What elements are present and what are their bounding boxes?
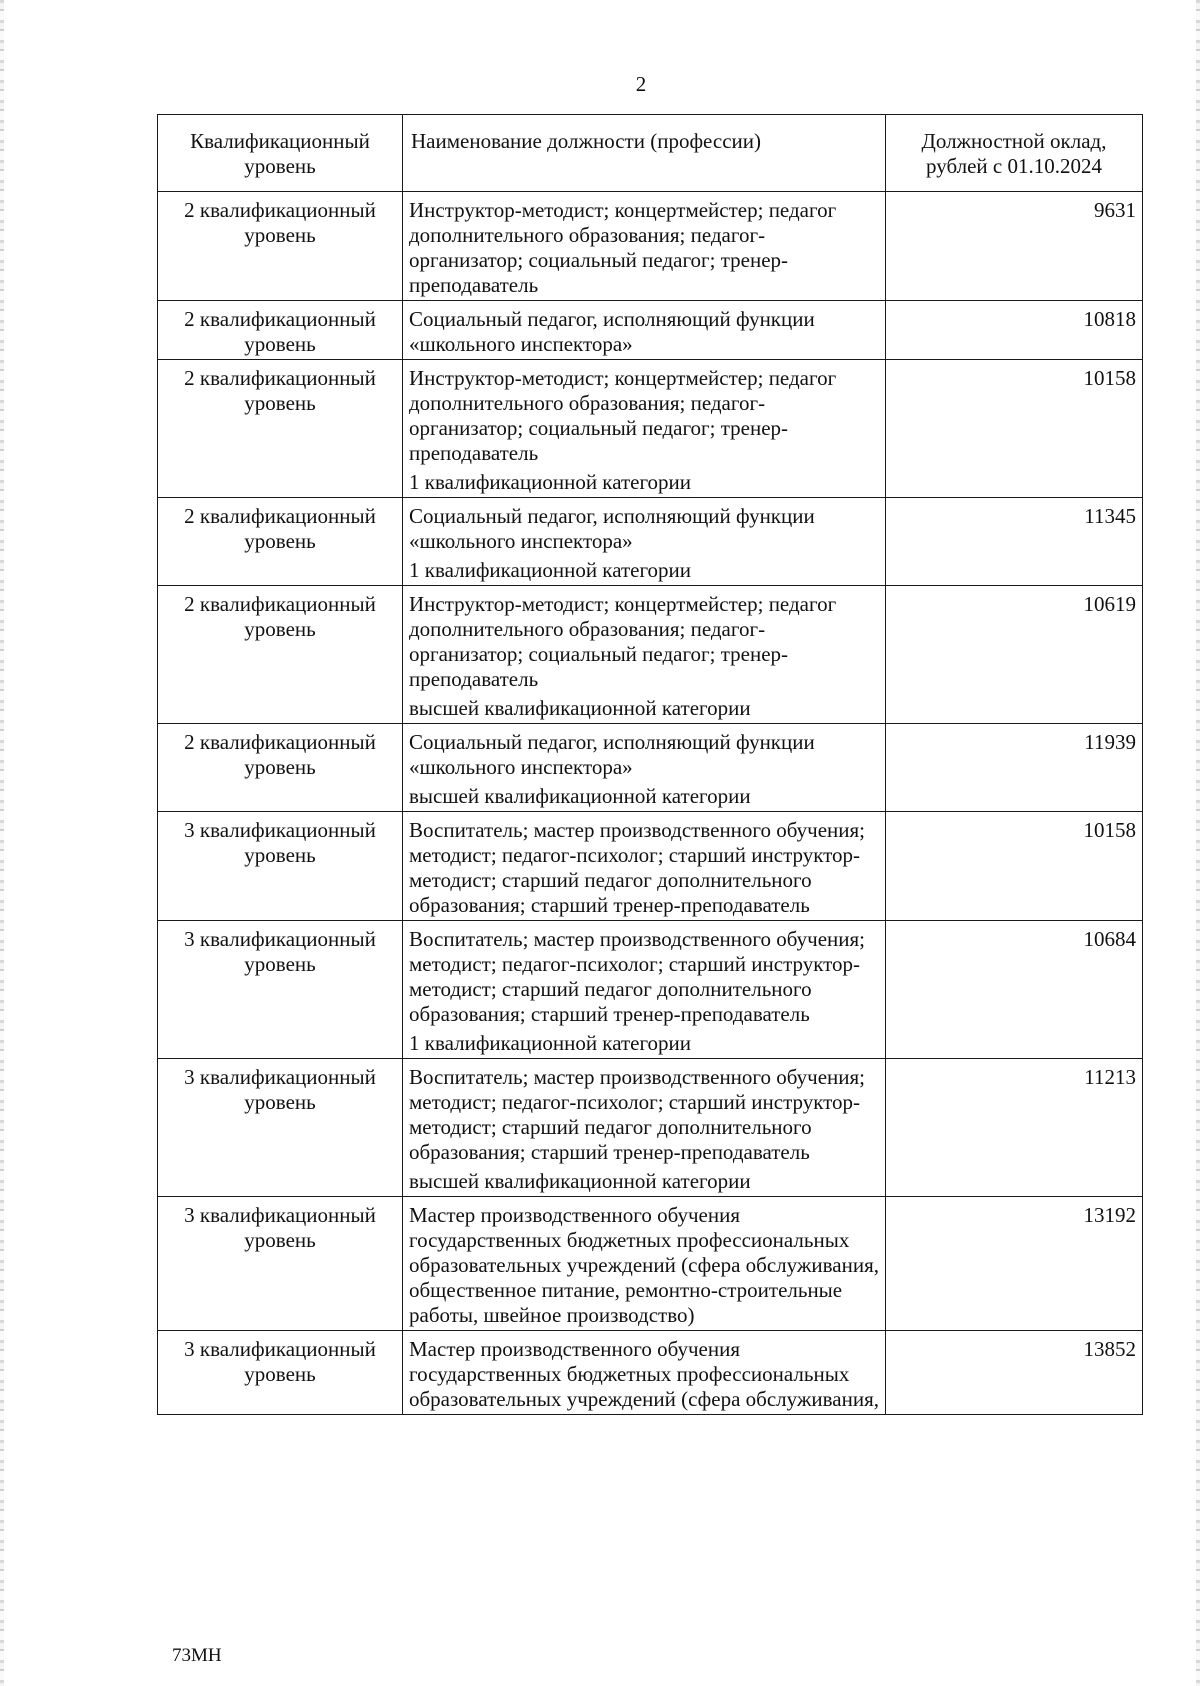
position-name: Инструктор-методист; концертмейстер; педагог дополнительного образования; педагог-организатор; социальный педагог; тренер-преподаватель xyxy=(409,366,837,465)
header-position: Наименование должности (профессии) xyxy=(403,115,886,192)
position-name: Социальный педагог, исполняющий функции «школьного инспектора» xyxy=(409,307,815,356)
position-cell xyxy=(403,192,886,301)
table-row xyxy=(158,921,1143,1059)
position-cell xyxy=(403,586,886,724)
position-cell xyxy=(403,921,886,1059)
position-name: Воспитатель; мастер производственного обучения; методист; педагог-психолог; старший инструктор-методист; старший педагог дополнительного образования; старший тренер-преподаватель xyxy=(409,818,866,917)
position-cell xyxy=(403,724,886,812)
qualification-category: 1 квалификационной категории xyxy=(409,558,692,582)
salary-cell: 13852 xyxy=(886,1331,1143,1415)
header-salary: Должностной оклад, рублей с 01.10.2024 xyxy=(886,115,1143,192)
table-body xyxy=(158,192,1143,1415)
table-row xyxy=(158,724,1143,812)
document-code: 73МН xyxy=(172,1645,222,1666)
qualification-category: 1 квалификационной категории xyxy=(409,1031,692,1055)
qualification-category: высшей квалификационной категории xyxy=(409,1169,751,1193)
page-number: 2 xyxy=(635,72,647,96)
qualification-level-cell: 3 квалификационный уровень xyxy=(158,921,403,1059)
qualification-level-cell: 2 квалификационный уровень xyxy=(158,360,403,498)
position-cell xyxy=(403,360,886,498)
salary-table xyxy=(157,114,1143,1415)
qualification-level-cell: 2 квалификационный уровень xyxy=(158,724,403,812)
position-cell xyxy=(403,301,886,360)
salary-cell: 11939 xyxy=(886,724,1143,812)
position-cell xyxy=(403,1197,886,1331)
table-row xyxy=(158,301,1143,360)
header-level: Квалификационный уровень xyxy=(158,115,403,192)
header-row xyxy=(158,115,1143,192)
position-name: Инструктор-методист; концертмейстер; педагог дополнительного образования; педагог-организатор; социальный педагог; тренер-преподаватель xyxy=(409,592,837,691)
position-name: Воспитатель; мастер производственного обучения; методист; педагог-психолог; старший инструктор-методист; старший педагог дополнительного образования; старший тренер-преподаватель xyxy=(409,927,866,1026)
position-name: Мастер производственного обучения государственных бюджетных профессиональных образовательных учреждений (сфера обслуживания, общественное питание, ремонтно-строительные работы, швейное производство) xyxy=(409,1203,879,1327)
position-name: Социальный педагог, исполняющий функции «школьного инспектора» xyxy=(409,504,815,553)
qualification-level-cell: 2 квалификационный уровень xyxy=(158,301,403,360)
salary-cell: 10158 xyxy=(886,360,1143,498)
salary-cell: 9631 xyxy=(886,192,1143,301)
qualification-level-cell: 2 квалификационный уровень xyxy=(158,192,403,301)
qualification-level-cell: 3 квалификационный уровень xyxy=(158,812,403,921)
salary-cell: 10158 xyxy=(886,812,1143,921)
qualification-level-cell: 3 квалификационный уровень xyxy=(158,1059,403,1197)
qualification-category: 1 квалификационной категории xyxy=(409,470,692,494)
position-name: Мастер производственного обучения государственных бюджетных профессиональных образовательных учреждений (сфера обслуживания, xyxy=(409,1337,879,1411)
table-row xyxy=(158,360,1143,498)
table-row xyxy=(158,498,1143,586)
qualification-category: высшей квалификационной категории xyxy=(409,696,751,720)
salary-cell: 13192 xyxy=(886,1197,1143,1331)
salary-cell: 11213 xyxy=(886,1059,1143,1197)
salary-cell: 10684 xyxy=(886,921,1143,1059)
qualification-level-cell: 3 квалификационный уровень xyxy=(158,1331,403,1415)
position-cell xyxy=(403,812,886,921)
position-cell xyxy=(403,498,886,586)
position-cell xyxy=(403,1331,886,1415)
salary-cell: 11345 xyxy=(886,498,1143,586)
position-name: Инструктор-методист; концертмейстер; педагог дополнительного образования; педагог-организатор; социальный педагог; тренер-преподаватель xyxy=(409,198,837,297)
qualification-category: высшей квалификационной категории xyxy=(409,784,751,808)
table-row xyxy=(158,1059,1143,1197)
salary-cell: 10619 xyxy=(886,586,1143,724)
position-name: Воспитатель; мастер производственного обучения; методист; педагог-психолог; старший инструктор-методист; старший педагог дополнительного образования; старший тренер-преподаватель xyxy=(409,1065,866,1164)
qualification-level-cell: 3 квалификационный уровень xyxy=(158,1197,403,1331)
position-name: Социальный педагог, исполняющий функции «школьного инспектора» xyxy=(409,730,815,779)
table-row xyxy=(158,192,1143,301)
table-row xyxy=(158,812,1143,921)
qualification-level-cell: 2 квалификационный уровень xyxy=(158,586,403,724)
salary-cell: 10818 xyxy=(886,301,1143,360)
qualification-level-cell: 2 квалификационный уровень xyxy=(158,498,403,586)
scan-edge-right xyxy=(1196,0,1200,1686)
table-header xyxy=(158,115,1143,192)
position-cell xyxy=(403,1059,886,1197)
table-row xyxy=(158,1331,1143,1415)
table-row xyxy=(158,1197,1143,1331)
scan-edge-left xyxy=(0,0,4,1686)
table-row xyxy=(158,586,1143,724)
